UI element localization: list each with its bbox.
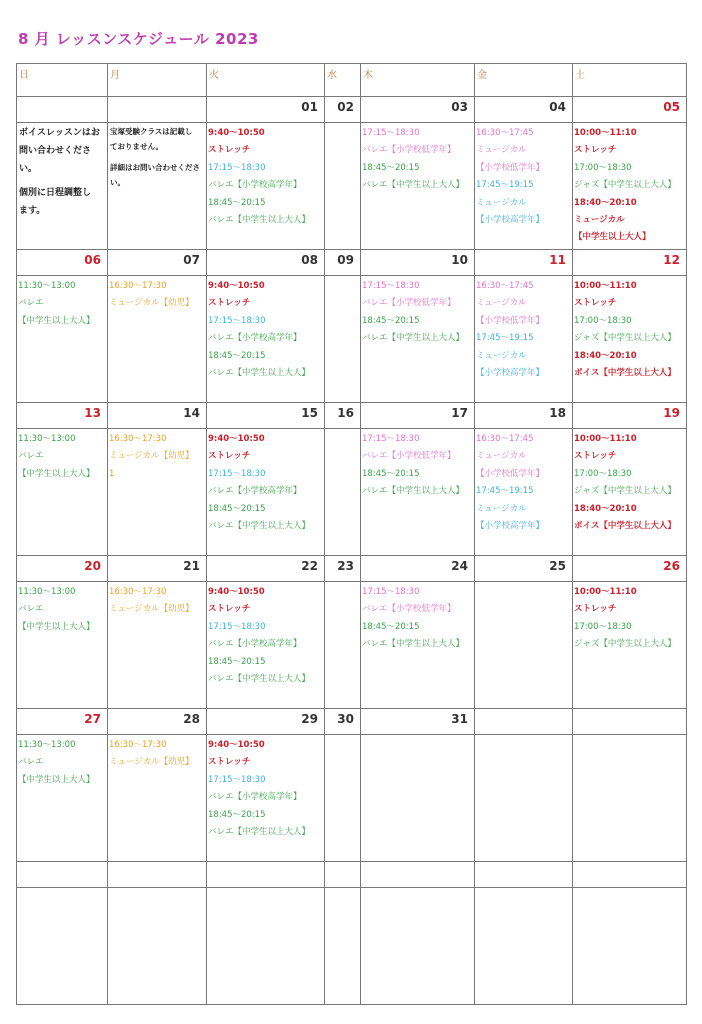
lesson-list <box>108 429 206 483</box>
date-number-cell <box>361 250 475 276</box>
day-cell <box>17 429 108 556</box>
empty-cell <box>207 862 325 888</box>
empty-cell <box>475 888 573 1005</box>
lesson-line: バレエ <box>18 757 44 768</box>
day-cell <box>361 429 475 556</box>
lesson-list <box>475 582 572 584</box>
empty-cell <box>17 862 108 888</box>
day-cell <box>325 123 361 250</box>
lesson-line: バレエ【中学生以上大人】 <box>208 215 311 226</box>
date-number-cell <box>475 556 573 582</box>
lesson-list <box>207 123 324 229</box>
date-number-cell <box>207 97 325 123</box>
lesson-line: 【中学生以上大人】 <box>18 468 95 479</box>
notice-text: ます。 <box>19 206 46 216</box>
lesson-list <box>108 582 206 619</box>
date-number: 01 <box>301 100 318 114</box>
day-cell <box>207 276 325 403</box>
date-number: 11 <box>549 253 566 267</box>
lesson-line: 17:15～18:30 <box>362 587 420 597</box>
date-number-cell <box>361 403 475 429</box>
date-number-cell <box>573 97 687 123</box>
lesson-list <box>361 123 474 195</box>
date-number-cell <box>325 709 361 735</box>
date-number: 12 <box>663 253 680 267</box>
lesson-line: 17:15～18:30 <box>208 621 266 632</box>
date-number <box>17 97 107 100</box>
lesson-line: 17:00～18:30 <box>574 468 632 479</box>
lesson-line: 17:45～19:15 <box>476 486 534 497</box>
date-number-cell <box>475 403 573 429</box>
date-number-cell <box>17 709 108 735</box>
schedule-row <box>17 276 687 403</box>
lesson-line: ミュージカル <box>476 350 527 361</box>
weekday-label: 火 <box>209 70 219 81</box>
lesson-line: ストレッチ <box>574 145 617 156</box>
lesson-line: ジャズ【中学生以上大人】 <box>574 180 676 191</box>
date-number: 19 <box>663 406 680 420</box>
lesson-line: 16:30～17:45 <box>476 281 534 291</box>
empty-cell <box>108 888 207 1005</box>
date-number-cell <box>361 556 475 582</box>
lesson-line: バレエ【小学校高学年】 <box>208 639 302 650</box>
day-cell <box>325 582 361 709</box>
date-number: 29 <box>301 712 318 726</box>
day-cell <box>475 123 573 250</box>
lesson-line: バレエ <box>18 298 44 309</box>
date-number-cell <box>475 97 573 123</box>
day-cell <box>475 582 573 709</box>
calendar-body <box>17 64 687 1005</box>
empty-cell <box>573 862 687 888</box>
day-cell <box>573 276 687 403</box>
lesson-line: ボイス【中学生以上大人】 <box>574 368 676 379</box>
empty-cell <box>361 888 475 1005</box>
date-number-cell <box>17 403 108 429</box>
date-number-row <box>17 97 687 123</box>
date-number: 02 <box>337 100 354 114</box>
lesson-line: 17:15～18:30 <box>208 468 266 479</box>
lesson-line: 18:45～20:15 <box>362 162 420 173</box>
lesson-line: バレエ【小学校低学年】 <box>362 604 456 615</box>
day-cell <box>325 735 361 862</box>
lesson-line: 【中学生以上大人】 <box>18 621 95 632</box>
lesson-line: 16:30～17:45 <box>476 434 534 444</box>
lesson-line: ボイス【中学生以上大人】 <box>574 521 676 532</box>
lesson-line: ジャズ【中学生以上大人】 <box>574 486 676 497</box>
lesson-line: 18:45～20:15 <box>208 350 266 361</box>
date-number: 04 <box>549 100 566 114</box>
weekday-label: 木 <box>363 70 373 81</box>
lesson-line: 9:40～10:50 <box>208 740 265 750</box>
date-number: 13 <box>84 406 101 420</box>
lesson-list <box>17 582 107 636</box>
lesson-line: バレエ【中学生以上大人】 <box>362 333 465 344</box>
lesson-line: 17:45～19:15 <box>476 180 534 191</box>
date-number-cell <box>325 403 361 429</box>
date-number <box>108 97 206 100</box>
date-number: 18 <box>549 406 566 420</box>
lesson-line: ストレッチ <box>208 757 251 768</box>
lesson-line: バレエ【中学生以上大人】 <box>208 521 311 532</box>
lesson-list <box>573 276 686 382</box>
date-number-cell <box>207 556 325 582</box>
lesson-line: ミュージカル <box>476 451 527 462</box>
lesson-line: バレエ【中学生以上大人】 <box>208 827 311 838</box>
notice-text: 宝塚受験クラスは記載し <box>110 127 193 136</box>
day-cell <box>108 123 207 250</box>
lesson-line: バレエ【小学校低学年】 <box>362 298 456 309</box>
calendar-table <box>16 63 687 1005</box>
lesson-line: 18:40～20:10 <box>574 503 637 514</box>
date-number: 20 <box>84 559 101 573</box>
day-cell <box>108 276 207 403</box>
day-cell <box>573 582 687 709</box>
lesson-line: 18:45～20:15 <box>362 315 420 326</box>
lesson-line: 10:00～11:10 <box>574 281 637 291</box>
lesson-line: バレエ <box>18 604 44 615</box>
empty-cell <box>361 862 475 888</box>
date-number-row <box>17 250 687 276</box>
lesson-line: バレエ【小学校低学年】 <box>362 145 456 156</box>
date-number-row <box>17 709 687 735</box>
lesson-line: バレエ【中学生以上大人】 <box>208 368 311 379</box>
lesson-line: 17:00～18:30 <box>574 315 632 326</box>
date-number: 31 <box>451 712 468 726</box>
day-cell <box>17 735 108 862</box>
weekday-header-cell <box>361 64 475 97</box>
empty-row <box>17 888 687 1005</box>
lesson-line: 【中学生以上大人】 <box>574 232 651 243</box>
lesson-line: 18:45～20:15 <box>208 197 266 208</box>
weekday-label: 日 <box>19 70 29 81</box>
date-number-cell <box>108 556 207 582</box>
lesson-line: 【中学生以上大人】 <box>18 774 95 785</box>
lesson-line: 【小学校低学年】 <box>476 468 545 479</box>
empty-cell <box>475 862 573 888</box>
day-cell <box>108 429 207 556</box>
lesson-line: バレエ【小学校高学年】 <box>208 333 302 344</box>
day-cell <box>361 123 475 250</box>
lesson-list <box>325 123 360 125</box>
lesson-line: ミュージカル <box>476 503 527 514</box>
day-cell <box>207 735 325 862</box>
date-number: 07 <box>183 253 200 267</box>
date-number: 06 <box>84 253 101 267</box>
day-cell <box>17 123 108 250</box>
date-number: 21 <box>183 559 200 573</box>
lesson-line: ミュージカル【幼児】 <box>109 298 194 309</box>
lesson-list <box>325 276 360 278</box>
lesson-line: 17:15～18:30 <box>208 774 266 785</box>
date-number-cell <box>475 709 573 735</box>
lesson-line: ミュージカル【幼児】 <box>109 451 194 462</box>
lesson-list <box>475 123 572 229</box>
weekday-header-cell <box>475 64 573 97</box>
lesson-line: 9:40～10:50 <box>208 434 265 444</box>
lesson-line: 【小学校高学年】 <box>476 215 545 226</box>
lesson-line: 17:45～19:15 <box>476 333 534 344</box>
lesson-list <box>207 735 324 841</box>
day-cell <box>207 582 325 709</box>
date-number: 08 <box>301 253 318 267</box>
lesson-list <box>108 276 206 313</box>
weekday-label: 土 <box>575 70 585 81</box>
lesson-line: ストレッチ <box>208 451 251 462</box>
date-number-cell <box>207 250 325 276</box>
lesson-line: ストレッチ <box>574 298 617 309</box>
date-number: 24 <box>451 559 468 573</box>
lesson-line: ストレッチ <box>208 145 251 156</box>
lesson-line: 18:45～20:15 <box>208 656 266 667</box>
lesson-line: 11:30～13:00 <box>18 587 76 597</box>
lesson-line: バレエ【小学校低学年】 <box>362 451 456 462</box>
lesson-line: 10:00～11:10 <box>574 434 637 444</box>
lesson-list <box>573 429 686 535</box>
date-number: 03 <box>451 100 468 114</box>
day-cell <box>361 582 475 709</box>
lesson-line: 1 <box>109 468 115 479</box>
lesson-line: 18:45～20:15 <box>208 503 266 514</box>
empty-cell <box>573 888 687 1005</box>
lesson-line: 【中学生以上大人】 <box>18 315 95 326</box>
lesson-line: バレエ【中学生以上大人】 <box>362 486 465 497</box>
weekday-header-row <box>17 64 687 97</box>
day-cell <box>207 429 325 556</box>
weekday-header-cell <box>17 64 108 97</box>
lesson-line: 11:30～13:00 <box>18 740 76 750</box>
date-number-cell <box>361 97 475 123</box>
page-title: 8 月 レッスンスケジュール 2023 <box>18 30 259 48</box>
lesson-line: バレエ【小学校高学年】 <box>208 792 302 803</box>
lesson-list <box>475 429 572 535</box>
lesson-line: ジャズ【中学生以上大人】 <box>574 639 676 650</box>
date-number-cell <box>17 250 108 276</box>
empty-cell <box>17 888 108 1005</box>
lesson-line: バレエ【小学校高学年】 <box>208 180 302 191</box>
weekday-header-cell <box>207 64 325 97</box>
lesson-line: 18:45～20:15 <box>362 468 420 479</box>
schedule-row <box>17 123 687 250</box>
lesson-line: 17:00～18:30 <box>574 162 632 173</box>
date-number-cell <box>108 709 207 735</box>
lesson-line: 【小学校低学年】 <box>476 315 545 326</box>
date-number-cell <box>17 97 108 123</box>
lesson-line: 17:15～18:30 <box>208 315 266 326</box>
lesson-line: ミュージカル <box>476 298 527 309</box>
lesson-line: 【小学校高学年】 <box>476 368 545 379</box>
notice-text: い。 <box>110 178 125 187</box>
day-cell <box>325 276 361 403</box>
lesson-line: バレエ【中学生以上大人】 <box>362 180 465 191</box>
day-cell <box>207 123 325 250</box>
lesson-list <box>573 582 686 654</box>
notice-text: ボイスレッスンはお <box>19 128 100 138</box>
lesson-list <box>573 735 686 737</box>
lesson-line: バレエ【中学生以上大人】 <box>208 674 311 685</box>
weekday-label: 月 <box>110 70 120 81</box>
lesson-line: 11:30～13:00 <box>18 434 76 444</box>
lesson-line: 18:40～20:10 <box>574 197 637 208</box>
date-number-cell <box>573 403 687 429</box>
lesson-line: ストレッチ <box>208 298 251 309</box>
lesson-list <box>573 123 686 247</box>
date-number-cell <box>573 250 687 276</box>
schedule-row <box>17 582 687 709</box>
lesson-line: 【小学校低学年】 <box>476 162 545 173</box>
date-number-row <box>17 556 687 582</box>
day-cell <box>17 582 108 709</box>
date-number: 22 <box>301 559 318 573</box>
lesson-list <box>475 735 572 737</box>
weekday-header-cell <box>573 64 687 97</box>
lesson-line: 17:15～18:30 <box>362 434 420 444</box>
date-number: 16 <box>337 406 354 420</box>
notice-text: 個別に日程調整し <box>19 188 92 198</box>
date-number: 09 <box>337 253 354 267</box>
lesson-line: ストレッチ <box>208 604 251 615</box>
lesson-line: ミュージカル <box>476 197 527 208</box>
day-cell <box>325 429 361 556</box>
date-number: 05 <box>663 100 680 114</box>
notice-text: 問い合わせくださ <box>19 146 92 156</box>
date-number: 30 <box>337 712 354 726</box>
day-cell <box>108 735 207 862</box>
empty-cell <box>325 888 361 1005</box>
empty-cell <box>108 862 207 888</box>
lesson-list <box>108 735 206 772</box>
day-cell <box>361 735 475 862</box>
schedule-row <box>17 735 687 862</box>
day-cell <box>573 123 687 250</box>
lesson-list <box>207 582 324 688</box>
date-number: 14 <box>183 406 200 420</box>
schedule-row <box>17 429 687 556</box>
date-number-cell <box>207 403 325 429</box>
lesson-line: 17:00～18:30 <box>574 621 632 632</box>
day-cell <box>17 276 108 403</box>
day-cell <box>361 276 475 403</box>
date-number-cell <box>108 403 207 429</box>
date-number-cell <box>361 709 475 735</box>
date-number: 10 <box>451 253 468 267</box>
notice-text: ておりません。 <box>110 142 163 151</box>
lesson-line: 9:40～10:50 <box>208 587 265 597</box>
lesson-line: ミュージカル【幼児】 <box>109 757 194 768</box>
lesson-line: 【小学校高学年】 <box>476 521 545 532</box>
day-cell <box>573 429 687 556</box>
date-number-cell <box>475 250 573 276</box>
lesson-list <box>475 276 572 382</box>
lesson-list <box>17 735 107 789</box>
date-number: 25 <box>549 559 566 573</box>
lesson-line: 16:30～17:30 <box>109 281 167 291</box>
lesson-line: 16:30～17:45 <box>476 128 534 138</box>
notice-text: い。 <box>19 164 38 174</box>
lesson-line: 16:30～17:30 <box>109 434 167 444</box>
date-number-cell <box>207 709 325 735</box>
lesson-list <box>361 276 474 348</box>
lesson-list <box>361 429 474 501</box>
weekday-label: 金 <box>477 70 487 81</box>
lesson-line: バレエ【小学校高学年】 <box>208 486 302 497</box>
day-cell <box>475 429 573 556</box>
lesson-line: 11:30～13:00 <box>18 281 76 291</box>
date-number: 26 <box>663 559 680 573</box>
date-number-cell <box>17 556 108 582</box>
lesson-line: 9:40～10:50 <box>208 281 265 291</box>
lesson-list <box>325 582 360 584</box>
lesson-line: 16:30～17:30 <box>109 587 167 597</box>
day-cell <box>573 735 687 862</box>
lesson-line: 9:40～10:50 <box>208 128 265 138</box>
date-number-cell <box>108 97 207 123</box>
lesson-list <box>207 429 324 535</box>
lesson-list <box>17 276 107 330</box>
lesson-list <box>361 582 474 654</box>
empty-cell <box>325 862 361 888</box>
date-number-cell <box>325 556 361 582</box>
date-number-cell <box>108 250 207 276</box>
lesson-line: 18:45～20:15 <box>362 621 420 632</box>
day-cell <box>475 276 573 403</box>
lesson-line: 17:15～18:30 <box>208 162 266 173</box>
date-number: 28 <box>183 712 200 726</box>
date-number: 17 <box>451 406 468 420</box>
empty-cell <box>207 888 325 1005</box>
date-number: 27 <box>84 712 101 726</box>
lesson-line: ストレッチ <box>574 451 617 462</box>
weekday-label: 水 <box>327 70 337 81</box>
lesson-list <box>207 276 324 382</box>
weekday-header-cell <box>325 64 361 97</box>
lesson-list <box>325 429 360 431</box>
lesson-line: 10:00～11:10 <box>574 587 637 597</box>
lesson-line: 17:15～18:30 <box>362 128 420 138</box>
empty-row <box>17 862 687 888</box>
date-number-cell <box>573 556 687 582</box>
date-number <box>475 709 572 712</box>
lesson-list <box>325 735 360 737</box>
day-cell <box>108 582 207 709</box>
lesson-line: ミュージカル <box>574 215 625 226</box>
lesson-line: 16:30～17:30 <box>109 740 167 750</box>
lesson-line: ミュージカル【幼児】 <box>109 604 194 615</box>
date-number-row <box>17 403 687 429</box>
lesson-line: 18:40～20:10 <box>574 350 637 361</box>
lesson-line: ジャズ【中学生以上大人】 <box>574 333 676 344</box>
lesson-line: バレエ【中学生以上大人】 <box>362 639 465 650</box>
lesson-list <box>361 735 474 737</box>
date-number-cell <box>573 709 687 735</box>
date-number-cell <box>325 250 361 276</box>
lesson-line: 18:45～20:15 <box>208 809 266 820</box>
date-number: 23 <box>337 559 354 573</box>
notice-text: 詳細はお問い合わせくださ <box>110 163 200 172</box>
weekday-header-cell <box>108 64 207 97</box>
date-number: 15 <box>301 406 318 420</box>
lesson-line: 10:00～11:10 <box>574 128 637 138</box>
lesson-line: 17:15～18:30 <box>362 281 420 291</box>
date-number <box>573 709 686 712</box>
day-cell <box>475 735 573 862</box>
date-number-cell <box>325 97 361 123</box>
lesson-line: バレエ <box>18 451 44 462</box>
lesson-line: ストレッチ <box>574 604 617 615</box>
lesson-list <box>17 429 107 483</box>
lesson-line: ミュージカル <box>476 145 527 156</box>
